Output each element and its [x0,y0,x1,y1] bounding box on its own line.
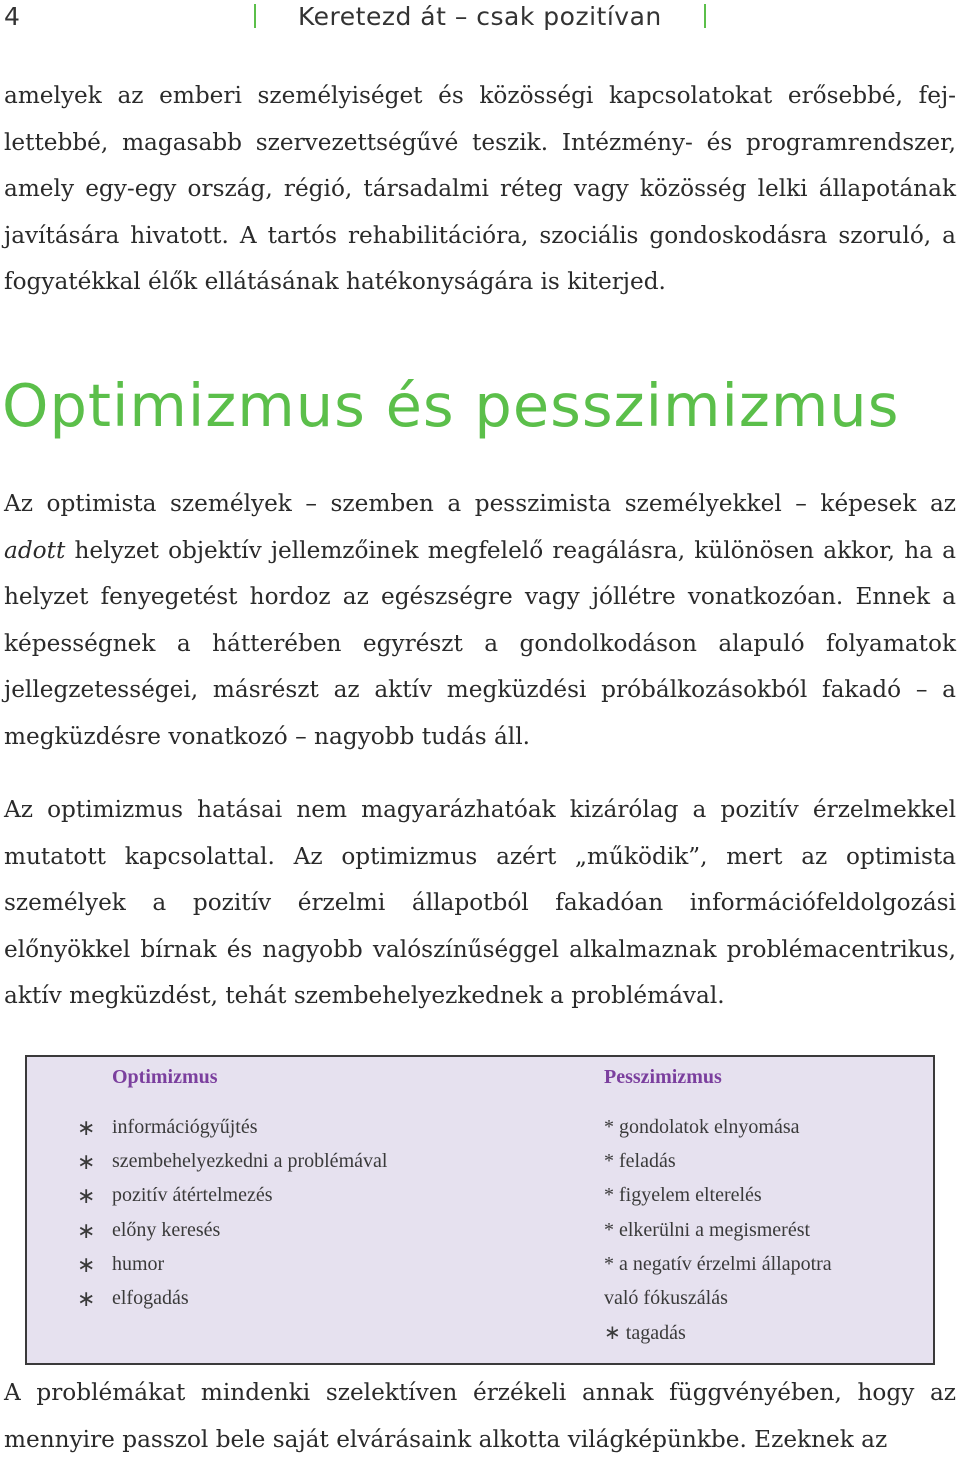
item-text: információgyűjtés [112,1116,258,1138]
item-text: előny keresés [112,1219,221,1241]
paragraph-text: Az optimista személyek – szemben a pesszimista személyekkel – képesek az [4,490,956,517]
comparison-box [25,1055,935,1365]
page-number: 4 [4,2,20,31]
asterisk-bullet: ∗ [77,1183,96,1208]
emphasized-word: adott [4,536,66,564]
header-divider-left [254,4,256,28]
asterisk-bullet: ∗ [77,1115,96,1140]
asterisk-bullet: ∗ [77,1286,96,1311]
header-divider-right [704,4,706,28]
paragraph-text: helyzet objektív jellemzőinek megfelelő reagálásra, különösen akkor, ha a helyzet fenyegetést hordoz az egészségre vagy jóllétre vonatkozóan. Ennek a képességnek a hátterében egyrészt a gondolkodáson alapuló folyamatok jellegzetességei, másrészt az aktív megküzdési próbálkozásokból fakadó – a megküzdésre vonatkozó – nagyobb tudás áll. [4,536,956,750]
paragraph-optimists [4,481,956,760]
asterisk-bullet: ∗ [77,1252,96,1277]
pessimism-item: * figyelem elterelés [604,1184,762,1206]
asterisk-bullet: ∗ [77,1218,96,1243]
pessimism-item: * gondolatok elnyomása [604,1116,800,1138]
pessimism-item-continuation: való fókuszálás [604,1287,728,1309]
pessimism-item: ∗ tagadás [604,1322,686,1344]
item-text: szembehelyezkedni a problémával [112,1150,388,1172]
running-header [0,0,960,34]
pessimism-title: Pesszimizmus [604,1066,722,1088]
paragraph-perception: A problémákat mindenki szelektíven érzékeli annak függvényében, hogy az mennyire passzol bele saját elvárásaink alkotta világképünkbe. Ezeknek az [4,1379,956,1453]
pessimism-item: * elkerülni a megismerést [604,1219,811,1241]
asterisk-bullet: ∗ [77,1149,96,1174]
section-title: Optimizmus és pesszimizmus [2,371,900,440]
running-title: Keretezd át – csak pozitívan [298,2,662,31]
optimism-title: Optimizmus [112,1066,218,1088]
pessimism-item: * a negatív érzelmi állapotra [604,1253,832,1275]
paragraph-effects: Az optimizmus hatásai nem magyarázhatóak kizárólag a pozitív érzelmekkel mutatott kapcsolattal. Az optimizmus azért „működik”, mert az optimista személyek a pozitív érzelmi állapotból fakadóan információfeldolgozási előnyökkel bírnak és nagyobb valószínűséggel alkalmaznak problémacentrikus, aktív megküzdést, tehát szembehelyezkednek a problémával. [4,796,956,1009]
item-text: elfogadás [112,1287,189,1309]
item-text: humor [112,1253,165,1275]
pessimism-item: * feladás [604,1150,676,1172]
paragraph-intro: amelyek az emberi személyiséget és közösségi kapcsolatokat erősebbé, fejlettebbé, magasabb szervezettségűvé teszik. Intézmény- és programrendszer, amely egy-egy ország, régió, társadalmi réteg vagy közösség lelki állapotának javítására hivatott. A tartós rehabilitációra, szociális gondoskodásra szoruló, a fogyatékkal élők ellátásának hatékonyságára is kiterjed. [4,82,956,295]
item-text: pozitív átértelmezés [112,1184,273,1206]
